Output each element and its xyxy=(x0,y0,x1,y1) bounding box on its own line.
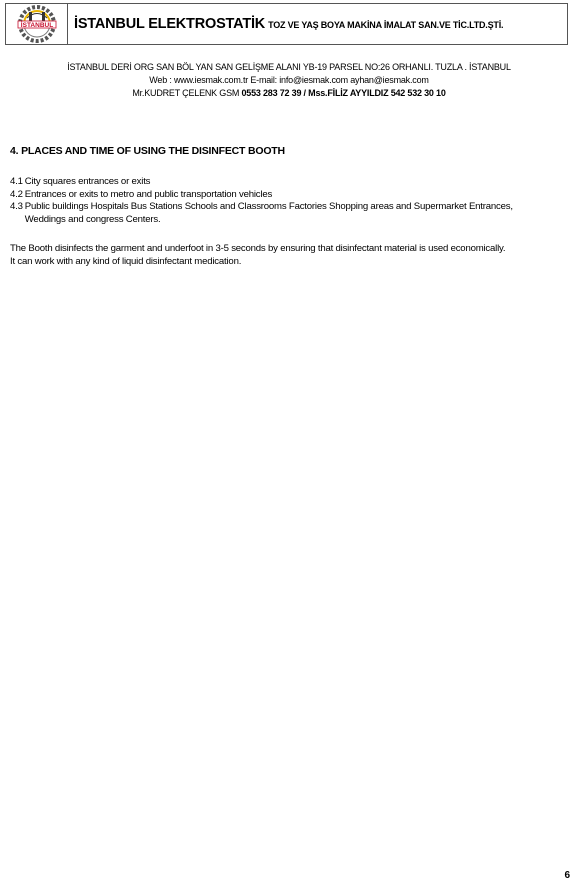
list-item-text: City squares entrances or exits xyxy=(24,176,151,187)
list-item xyxy=(10,176,570,189)
company-name-main: İSTANBUL ELEKTROSTATİK xyxy=(74,16,266,32)
list-item xyxy=(10,201,570,226)
phone-line xyxy=(0,87,578,100)
section-heading: 4. PLACES AND TIME OF USING THE DISINFECT BOOTH xyxy=(10,145,285,157)
list-item xyxy=(10,189,570,202)
company-name-sub: TOZ VE YAŞ BOYA MAKİNA İMALAT SAN.VE TİC.LTD.ŞTİ. xyxy=(268,20,504,30)
list-item-text: Public buildings Hospitals Bus Stations Schools and Classrooms Factories Shopping areas and Supermarket Entrances, Weddings and congress Centers. xyxy=(24,201,513,225)
person1-phone: 0553 283 72 39 / Mss. xyxy=(241,88,328,98)
description-paragraph xyxy=(10,243,570,268)
contact-block xyxy=(0,61,578,100)
person2-contact: FİLİZ AYYILDIZ 542 532 30 10 xyxy=(327,88,446,98)
person1-name: Mr.KUDRET ÇELENK GSM xyxy=(132,88,242,98)
list-item-text: Entrances or exits to metro and public transportation vehicles xyxy=(24,188,273,200)
company-name xyxy=(68,16,503,32)
address-line: İSTANBUL DERİ ORG SAN BÖL YAN SAN GELİŞME ALANI YB-19 PARSEL NO:26 ORHANLI. TUZLA . İSTANBUL xyxy=(67,62,511,72)
logo-text: İSTANBUL xyxy=(20,22,53,29)
list-item-number: 4.2 xyxy=(10,188,23,200)
list-item-number: 4.1 xyxy=(10,176,23,187)
letterhead xyxy=(5,3,568,45)
page-number: 6 xyxy=(564,870,570,881)
description-line-2: It can work with any kind of liquid disinfectant medication. xyxy=(10,255,242,267)
list-item-number: 4.3 xyxy=(10,201,23,212)
web-email-line: Web : www.iesmak.com.tr E-mail: info@iesmak.com ayhan@iesmak.com xyxy=(149,75,429,85)
description-line-1: The Booth disinfects the garment and underfoot in 3-5 seconds by ensuring that disinfectant material is used economically. xyxy=(10,243,506,254)
page-content xyxy=(10,145,570,268)
logo-cell xyxy=(6,4,68,44)
company-logo xyxy=(11,5,63,43)
